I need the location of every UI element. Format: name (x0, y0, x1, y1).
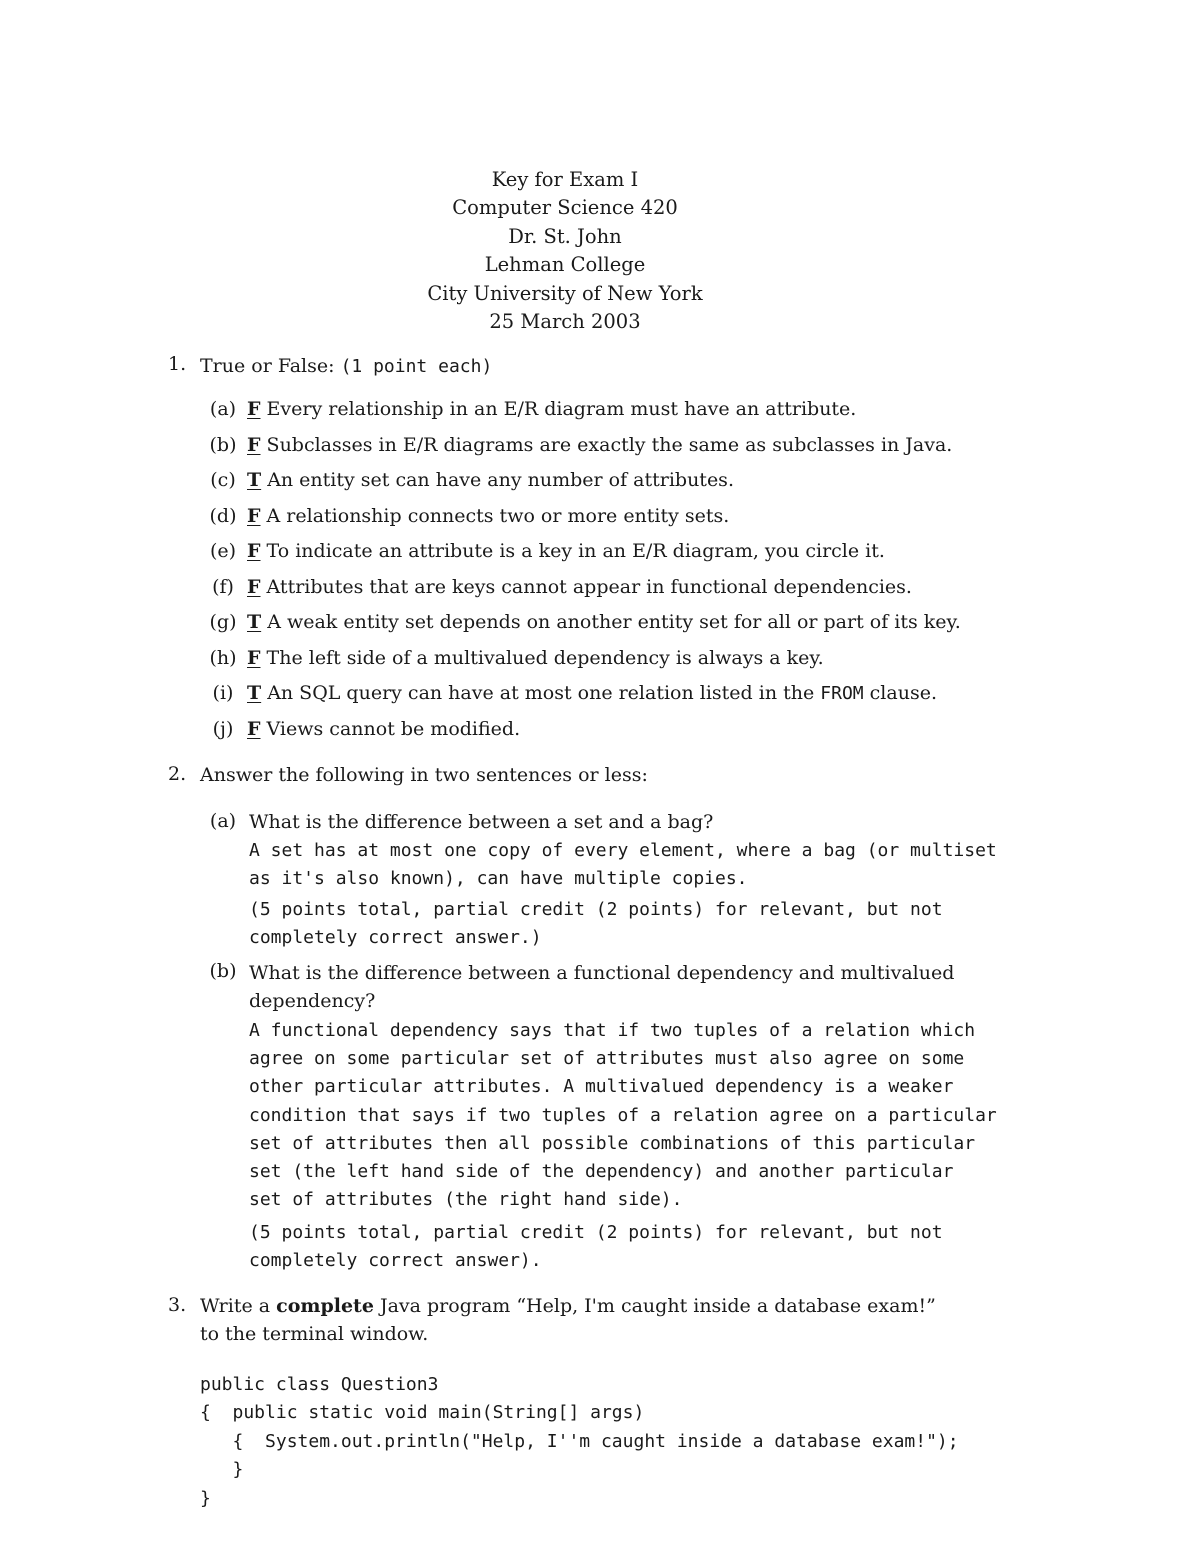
course-name: Computer Science 420 (452, 196, 678, 220)
tf-item (0, 540, 1200, 570)
document-header (0, 166, 1130, 336)
answer-line: set (the left hand side of the dependency) and another particular (249, 1161, 954, 1182)
item-label: (f) (212, 576, 234, 598)
item-statement: Subclasses in E/R diagrams are exactly the same as subclasses in Java. (266, 434, 953, 456)
item-statement: Attributes that are keys cannot appear in functional dependencies. (266, 576, 912, 598)
credit-note: (5 points total, partial credit (2 points) for relevant, but not (249, 1222, 943, 1243)
tf-answer: F (247, 576, 261, 598)
credit-note: completely correct answer.) (249, 927, 542, 948)
tf-answer: F (247, 398, 261, 420)
item-label: (a) (209, 398, 237, 420)
question-prompt (200, 352, 492, 381)
item-statement: A weak entity set depends on another entity set for all or part of its key. (267, 611, 961, 633)
item-statement: Views cannot be modified. (266, 718, 521, 740)
item-statement-end: clause. (863, 682, 937, 704)
code-line: { public static void main(String[] args) (200, 1402, 645, 1423)
tf-answer: F (247, 434, 261, 456)
tf-item (0, 611, 1200, 641)
item-statement: Every relationship in an E/R diagram must have an attribute. (266, 398, 857, 420)
item-label: (j) (212, 718, 234, 740)
item-statement: An SQL query can have at most one relation listed in the (267, 682, 821, 704)
answer-line: agree on some particular set of attributes must also agree on some (249, 1048, 965, 1069)
item-statement: To indicate an attribute is a key in an E/R diagram, you circle it. (266, 540, 885, 562)
item-label: (b) (209, 960, 237, 982)
prompt-text-end: Java program “Help, I'm caught inside a database exam!” (373, 1295, 936, 1317)
tf-item (0, 505, 1200, 535)
question-number: 3. (168, 1294, 187, 1316)
tf-answer: F (247, 718, 261, 740)
question-points: (1 point each) (340, 356, 493, 377)
question-prompt (200, 1292, 936, 1320)
item-text (247, 647, 824, 669)
code-line: { System.out.println("Help, I''m caught inside a database exam!"); (200, 1431, 959, 1452)
item-label: (g) (209, 611, 237, 633)
item-label: (d) (209, 505, 237, 527)
item-label: (b) (209, 434, 237, 456)
college-name: Lehman College (484, 253, 646, 277)
tf-item (0, 434, 1200, 464)
question-number: 1. (168, 353, 187, 375)
item-text (247, 576, 912, 598)
tf-item (0, 682, 1200, 712)
item-label: (c) (210, 469, 236, 491)
question-prompt-text: True or False: (200, 355, 341, 377)
prompt-text: Write a (200, 1295, 277, 1317)
sub-question: dependency? (249, 990, 376, 1012)
item-text (247, 682, 937, 704)
item-statement: An entity set can have any number of attributes. (267, 469, 734, 491)
tf-answer: F (247, 540, 261, 562)
university-name: City University of New York (427, 281, 703, 305)
tf-answer: F (247, 647, 261, 669)
answer-line: as it's also known), can have multiple copies. (249, 868, 748, 889)
item-text (247, 434, 952, 456)
item-label: (a) (209, 810, 237, 832)
instructor-name: Dr. St. John (508, 224, 622, 248)
tf-item (0, 647, 1200, 677)
answer-line: other particular attributes. A multivalued dependency is a weaker (249, 1076, 954, 1097)
sub-question: What is the difference between a set and a bag? (249, 811, 714, 833)
tf-item (0, 469, 1200, 499)
item-statement: The left side of a multivalued dependency is always a key. (266, 647, 824, 669)
answer-line: A set has at most one copy of every element, where a bag (or multiset (249, 840, 997, 861)
tf-item (0, 398, 1200, 428)
code-line: } (200, 1459, 244, 1480)
code-line: } (200, 1488, 211, 1509)
answer-line: set of attributes (the right hand side). (249, 1189, 683, 1210)
item-text (247, 718, 520, 740)
exam-date: 25 March 2003 (489, 309, 641, 333)
sql-keyword: FROM (820, 683, 864, 704)
item-text (247, 469, 734, 491)
tf-item (0, 576, 1200, 606)
question-prompt-continued: to the terminal window. (200, 1323, 429, 1345)
sub-question: What is the difference between a functional dependency and multivalued (249, 962, 955, 984)
answer-line: A functional dependency says that if two tuples of a relation which (249, 1020, 976, 1041)
tf-answer: F (247, 505, 261, 527)
code-line: public class Question3 (200, 1374, 439, 1395)
tf-answer: T (247, 682, 262, 704)
item-label: (h) (209, 647, 237, 669)
answer-line: condition that says if two tuples of a relation agree on a particular (249, 1105, 997, 1126)
credit-note: (5 points total, partial credit (2 points) for relevant, but not (249, 899, 943, 920)
item-text (247, 540, 885, 562)
question-prompt: Answer the following in two sentences or less: (200, 764, 648, 786)
answer-line: set of attributes then all possible combinations of this particular (249, 1133, 976, 1154)
item-text (247, 398, 856, 420)
tf-item (0, 718, 1200, 748)
item-label: (i) (212, 682, 234, 704)
item-text (247, 505, 729, 527)
question-number: 2. (168, 763, 187, 785)
credit-note: completely correct answer). (249, 1250, 542, 1271)
exam-title: Key for Exam I (491, 168, 639, 191)
tf-answer: T (247, 469, 262, 491)
item-text (247, 611, 961, 633)
tf-answer: T (247, 611, 262, 633)
prompt-emphasis: complete (276, 1295, 374, 1317)
item-label: (e) (209, 540, 237, 562)
item-statement: A relationship connects two or more entity sets. (266, 505, 730, 527)
